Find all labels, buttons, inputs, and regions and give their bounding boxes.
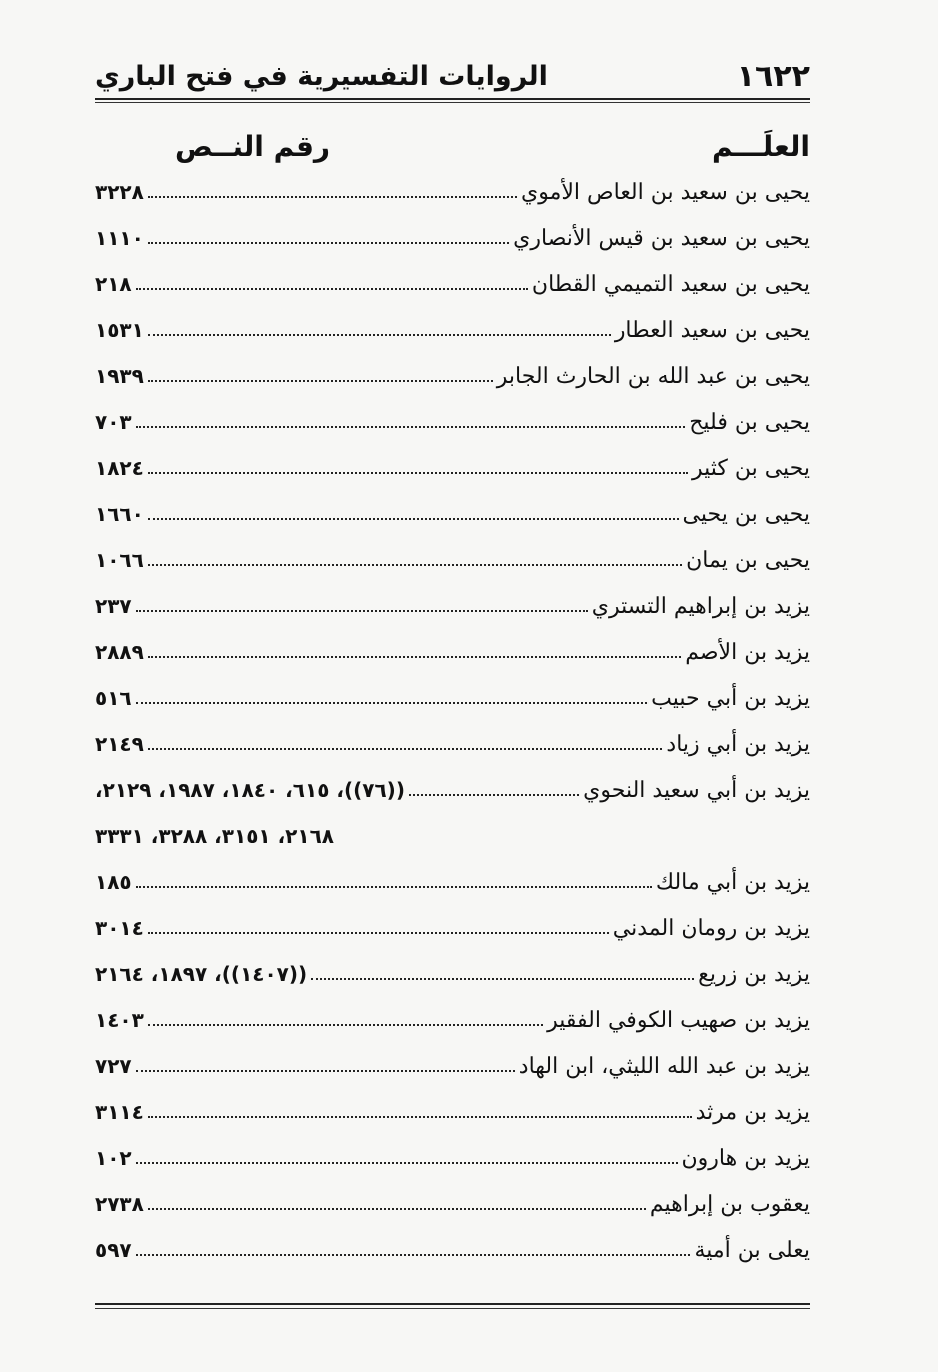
dot-leader — [136, 288, 528, 290]
entry-name: يزيد بن عبد الله الليثي، ابن الهاد — [518, 1053, 810, 1079]
index-entry — [95, 215, 810, 261]
index-entry — [95, 629, 810, 675]
index-entry — [95, 859, 810, 905]
column-headers — [95, 126, 810, 166]
entry-references: ٢١٨ — [95, 272, 132, 296]
entry-name: يزيد بن رومان المدني — [612, 915, 810, 941]
dot-leader — [148, 334, 611, 336]
dot-leader — [136, 426, 686, 428]
entry-name: يحيى بن يحيى — [682, 501, 810, 527]
reference-column-header: رقم النــص — [175, 129, 331, 163]
entry-references: ١٨٢٤ — [95, 456, 144, 480]
dot-leader — [148, 1024, 543, 1026]
index-entry — [95, 1135, 810, 1181]
index-entry — [95, 767, 810, 813]
entry-name: يزيد بن أبي حبيب — [651, 685, 810, 711]
dot-leader — [311, 978, 694, 980]
entry-references: ٣٢٢٨ — [95, 180, 144, 204]
entry-references: ((٧٦))، ٦١٥، ١٨٤٠، ١٩٨٧، ٢١٢٩، — [95, 778, 405, 802]
entry-references: ١٠٢ — [95, 1146, 132, 1170]
entry-references: ٣١١٤ — [95, 1100, 144, 1124]
entry-references: ١٤٠٣ — [95, 1008, 144, 1032]
entry-name: يزيد بن هارون — [681, 1145, 810, 1171]
entry-name: يحيى بن سعيد التميمي القطان — [531, 271, 810, 297]
dot-leader — [136, 610, 588, 612]
index-entry — [95, 721, 810, 767]
dot-leader — [136, 1162, 678, 1164]
entry-references: ١٨٥ — [95, 870, 132, 894]
dot-leader — [136, 886, 652, 888]
index-entry — [95, 997, 810, 1043]
entry-name: يحيى بن يمان — [686, 547, 810, 573]
entry-references: ١٩٣٩ — [95, 364, 144, 388]
entry-references: ٧٢٧ — [95, 1054, 132, 1078]
entry-references: ١٦٦٠ — [95, 502, 144, 526]
entry-references: ٥٩٧ — [95, 1238, 132, 1262]
entry-references: ٢١٤٩ — [95, 732, 144, 756]
index-entry — [95, 1227, 810, 1273]
dot-leader — [148, 564, 682, 566]
dot-leader — [136, 1254, 691, 1256]
index-entry — [95, 445, 810, 491]
dot-leader — [148, 196, 517, 198]
index-entry — [95, 905, 810, 951]
index-entry — [95, 537, 810, 583]
entry-name: يعلى بن أمية — [694, 1237, 810, 1263]
entry-name: يعقوب بن إبراهيم — [649, 1191, 810, 1217]
dot-leader — [148, 932, 609, 934]
index-entry — [95, 1181, 810, 1227]
dot-leader — [136, 1070, 515, 1072]
index-entries — [95, 169, 810, 1273]
index-entry — [95, 307, 810, 353]
entry-references: ١١١٠ — [95, 226, 144, 250]
index-entry — [95, 1043, 810, 1089]
dot-leader — [148, 380, 493, 382]
entry-name: يحيى بن سعيد بن العاص الأموي — [521, 179, 810, 205]
dot-leader — [148, 472, 688, 474]
index-entry — [95, 169, 810, 215]
dot-leader — [148, 656, 681, 658]
index-entry — [95, 951, 810, 997]
page-number: ١٦٢٢ — [736, 58, 810, 94]
entry-references: ١٠٦٦ — [95, 548, 144, 572]
entry-references: ٢٨٨٩ — [95, 640, 144, 664]
entry-references: ٢٣٧ — [95, 594, 132, 618]
index-entry — [95, 353, 810, 399]
entry-references: ((١٤٠٧))، ١٨٩٧، ٢١٦٤ — [95, 962, 308, 986]
entry-references: ٥١٦ — [95, 686, 132, 710]
index-entry — [95, 491, 810, 537]
dot-leader — [148, 1116, 692, 1118]
dot-leader — [148, 1208, 646, 1210]
entry-name: يحيى بن سعيد بن قيس الأنصاري — [513, 225, 810, 251]
index-entry — [95, 1089, 810, 1135]
index-entry-continuation — [95, 813, 810, 859]
header-rule — [95, 98, 810, 100]
entry-references: ٣٠١٤ — [95, 916, 144, 940]
entry-name: يزيد بن أبي سعيد النحوي — [583, 777, 810, 803]
index-entry — [95, 261, 810, 307]
entry-name: يزيد بن زريع — [698, 961, 810, 987]
footer-rule — [95, 1303, 810, 1305]
footer-rule-thin — [95, 1308, 810, 1309]
header-rule-thin — [95, 102, 810, 103]
dot-leader — [148, 748, 663, 750]
index-entry — [95, 583, 810, 629]
index-entry — [95, 399, 810, 445]
dot-leader — [136, 702, 648, 704]
entry-name: يزيد بن إبراهيم التستري — [591, 593, 810, 619]
dot-leader — [148, 518, 679, 520]
dot-leader — [148, 242, 509, 244]
page-header — [95, 56, 810, 96]
entry-name: يحيى بن كثير — [691, 455, 810, 481]
name-column-header: العلَـــم — [711, 129, 810, 163]
book-title: الروايات التفسيرية في فتح الباري — [95, 60, 548, 92]
entry-references: ٢٧٣٨ — [95, 1192, 144, 1216]
entry-name: يزيد بن مرثد — [695, 1099, 810, 1125]
entry-name: يحيى بن فليح — [689, 409, 810, 435]
entry-name: يزيد بن أبي زياد — [666, 731, 810, 757]
entry-name: يحيى بن عبد الله بن الحارث الجابر — [496, 363, 810, 389]
entry-name: يزيد بن الأصم — [685, 639, 810, 665]
entry-name: يزيد بن أبي مالك — [655, 869, 810, 895]
entry-references: ١٥٣١ — [95, 318, 144, 342]
entry-references-continued: ٢١٦٨، ٣١٥١، ٣٢٨٨، ٣٣٣١ — [95, 824, 334, 848]
dot-leader — [409, 794, 579, 796]
entry-name: يحيى بن سعيد العطار — [614, 317, 810, 343]
entry-references: ٧٠٣ — [95, 410, 132, 434]
entry-name: يزيد بن صهيب الكوفي الفقير — [547, 1007, 810, 1033]
index-entry — [95, 675, 810, 721]
